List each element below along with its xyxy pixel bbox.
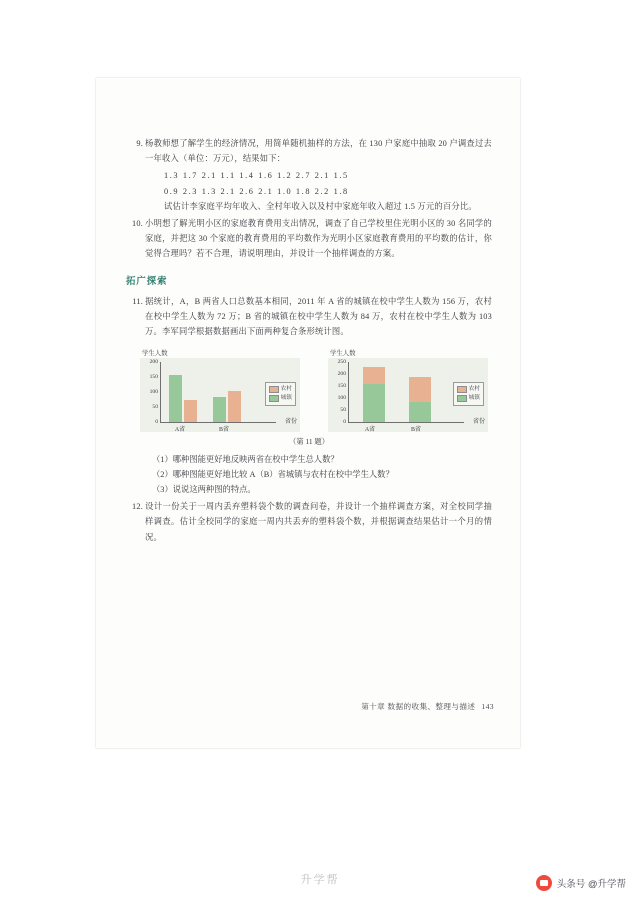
footer-page-number: 143 — [481, 702, 494, 711]
watermark-text: 升学帮 — [300, 874, 340, 886]
chart2-bars — [349, 362, 464, 422]
legend-swatch-urban-icon — [269, 395, 279, 402]
legend-swatch-rural-icon — [269, 386, 279, 393]
subquestion-2: （2）哪种图能更好地比较 A（B）省城镇与农村在校中学生人数？ — [152, 470, 394, 480]
chart1-legend-label-rural: 农村 — [280, 386, 292, 393]
chart1-ylabel: 学生人数 — [142, 350, 168, 358]
chart1-legend-item-urban — [269, 394, 292, 403]
exercise-text-12: 设计一份关于一周内丢弃塑料袋个数的调查问卷，并设计一个抽样调查方案，对全校同学抽样调查。估计全校同学的家庭一周内共丢弃的塑料袋个数，并根据调查结果估计一个月的情况。 — [145, 502, 492, 542]
page-footer — [96, 701, 494, 712]
figure-charts — [126, 348, 492, 432]
textbook-page — [96, 78, 520, 748]
chart2-ytick-0: 0 — [343, 419, 346, 426]
chart1-legend-label-urban: 城镇 — [280, 395, 292, 402]
exercise-number-9: 9. — [136, 139, 143, 148]
exercise-paragraph-11 — [126, 294, 492, 340]
chart1-ytick-200: 200 — [149, 359, 158, 366]
subquestion-3: （3）说说这两种图的特点。 — [152, 485, 256, 495]
chart2-ytick-100: 100 — [337, 395, 346, 402]
exercise-number-10: 10. — [132, 219, 143, 229]
chart1-xaxis-name: 省份 — [284, 419, 297, 426]
chart1-ytick-100: 100 — [149, 389, 158, 396]
section-title: 拓广探索 — [126, 274, 168, 286]
source-badge-label: 头条号 @升学帮 — [556, 879, 626, 890]
figure-caption: （第 11 题） — [288, 437, 330, 447]
chart1-legend-item-rural — [269, 385, 292, 394]
exercise-paragraph-9-tail: 试估计李家庭平均年收入、全村年收入以及村中家庭年收入超过 1.5 万元的百分比。 — [164, 201, 477, 211]
chart2-plot — [328, 358, 488, 432]
legend-swatch-urban-icon-2 — [457, 395, 467, 402]
chart2-bar-a-rural — [363, 367, 385, 384]
chart2-xaxis-name: 省份 — [472, 419, 485, 426]
chart2-bar-a-urban — [363, 384, 385, 422]
chart1-bars — [161, 362, 276, 422]
chart2-legend-item-rural — [457, 385, 480, 394]
chart1-xlabel-a: A省 — [174, 427, 186, 434]
chart1-bar-b-urban — [213, 397, 226, 422]
chart2-xlabel-a: A省 — [364, 427, 376, 434]
chart2-ytick-200: 200 — [337, 371, 346, 378]
chart2-xlabel-b: B省 — [410, 427, 421, 434]
source-badge — [536, 875, 626, 891]
chart2-legend-label-rural: 农村 — [468, 386, 480, 393]
exercise-text-9: 杨教师想了解学生的经济情况，用简单随机抽样的方法，在 130 户家庭中抽取 20 户调查过去一年收入（单位：万元），结果如下： — [145, 139, 492, 164]
chart1-ytick-0: 0 — [155, 419, 158, 426]
chart2-bar-b-urban — [409, 402, 431, 422]
exercise-paragraph-10 — [126, 216, 492, 262]
exercise-text-10: 小明想了解光明小区的家庭教育费用支出情况，调查了自己学校里住光明小区的 30 名同学的家庭，并把这 30 个家庭的教育费用的平均数作为光明小区家庭教育费用的平均数的估计，你觉得合理吗？若不合理，请说明理由，并设计一个抽样调查的方案。 — [145, 219, 492, 259]
exercise-number-12: 12. — [132, 502, 143, 512]
toutiao-icon — [536, 875, 552, 891]
page-content — [126, 136, 492, 547]
chart2-ytick-250: 250 — [337, 359, 346, 366]
chart1-bar-b-rural — [228, 391, 241, 422]
subquestion-1: （1）哪种图能更好地反映两省在校中学生总人数？ — [152, 455, 339, 465]
chart2-ylabel: 学生人数 — [330, 350, 356, 358]
chart2-legend-item-urban — [457, 394, 480, 403]
legend-swatch-rural-icon-2 — [457, 386, 467, 393]
chart2-x-axis — [348, 422, 464, 423]
chart2-legend-label-urban: 城镇 — [468, 395, 480, 402]
chart-stacked-bar — [328, 348, 488, 432]
chart1-plot — [140, 358, 300, 432]
exercise-number-11: 11. — [132, 296, 143, 306]
chart2-bar-b-rural — [409, 377, 431, 402]
exercise-paragraph-9 — [126, 136, 492, 166]
chart-grouped-bar — [140, 348, 300, 432]
chart1-ytick-150: 150 — [149, 374, 158, 381]
exercise-paragraph-12 — [126, 499, 492, 545]
chart1-ytick-50: 50 — [152, 404, 158, 411]
exercise-text-11: 据统计，A，B 两省人口总数基本相同，2011 年 A 省的城镇在校中学生人数为 156 万，农村在校中学生人数为 72 万；B 省的城镇在校中学生人数为 84 万，农村在校中学生人数为 103 万。李军同学根据数据画出下面两种复合条形统计图。 — [145, 296, 492, 337]
chart1-bar-a-rural — [184, 400, 197, 422]
chart1-bar-a-urban — [169, 375, 182, 422]
chart1-xlabel-b: B省 — [218, 427, 229, 434]
chart2-ytick-50: 50 — [340, 407, 346, 414]
data-row-1: 1.3 1.7 2.1 1.1 1.4 1.6 1.2 2.7 2.1 1.5 — [164, 171, 349, 181]
data-row-2: 0.9 2.3 1.3 2.1 2.6 2.1 1.0 1.8 2.2 1.8 — [164, 186, 349, 196]
chart2-legend — [453, 382, 484, 406]
footer-chapter: 第十章 数据的收集、整理与描述 — [361, 702, 476, 711]
chart2-ytick-150: 150 — [337, 383, 346, 390]
chart1-x-axis — [160, 422, 276, 423]
chart1-legend — [265, 382, 296, 406]
